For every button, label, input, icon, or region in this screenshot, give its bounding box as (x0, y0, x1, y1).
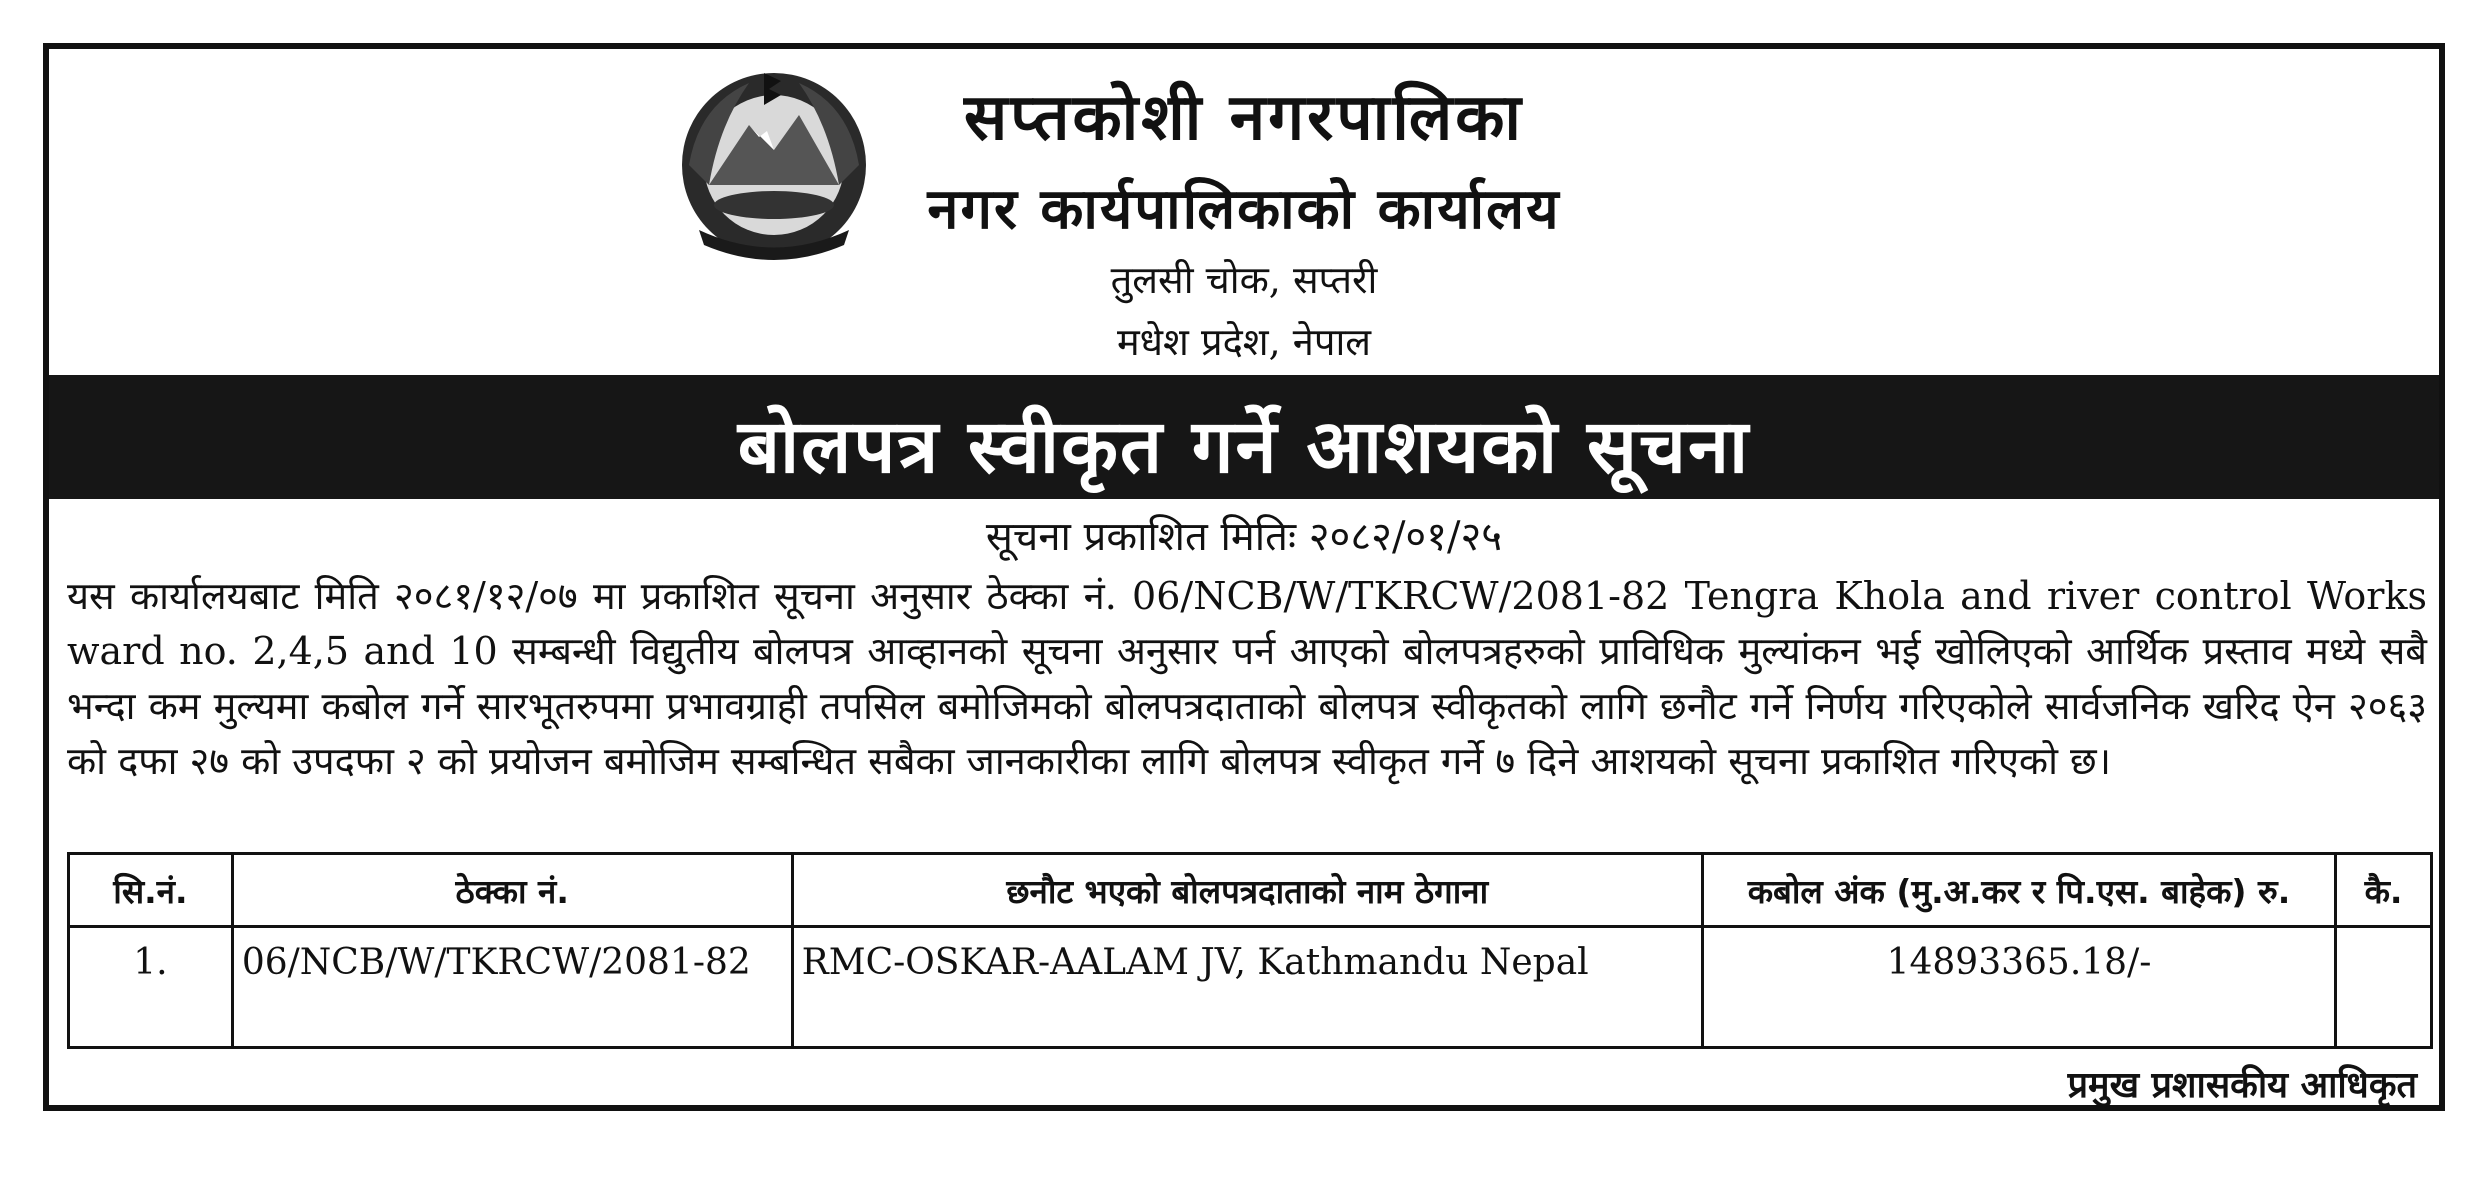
publish-date: सूचना प्रकाशित मितिः २०८२/०१/२५ (985, 514, 1503, 560)
header-bidder: छनौट भएको बोलपत्रदाताको नाम ठेगाना (792, 854, 1702, 927)
office-name: नगर कार्यपालिकाको कार्यालय (927, 176, 1561, 242)
notice-frame (43, 43, 2445, 1111)
cell-bidder: RMC-OSKAR-AALAM JV, Kathmandu Nepal (792, 927, 1702, 1048)
table-header-row (69, 854, 2432, 927)
award-table (67, 852, 2433, 1049)
header-contract: ठेक्का नं. (232, 854, 792, 927)
signatory-title: प्रमुख प्रशासकीय आधिकृत (2067, 1065, 2417, 1106)
notice-title-banner (49, 375, 2439, 499)
cell-contract: 06/NCB/W/TKRCW/2081-82 (232, 927, 792, 1048)
header-remarks: कै. (2336, 854, 2432, 927)
notice-title: बोलपत्र स्वीकृत गर्ने आशयको सूचना (737, 404, 1751, 490)
table-row (69, 927, 2432, 1048)
cell-remarks (2336, 927, 2432, 1048)
header-amount: कबोल अंक (मु.अ.कर र पि.एस. बाहेक) रु. (1702, 854, 2335, 927)
header-sn: सि.नं. (69, 854, 233, 927)
office-province: मधेश प्रदेश, नेपाल (1116, 320, 1372, 364)
cell-sn: 1. (69, 927, 233, 1048)
organization-name: सप्तकोशी नगरपालिका (964, 80, 1524, 155)
cell-amount: 14893365.18/- (1702, 927, 2335, 1048)
office-address: तुलसी चोक, सप्तरी (1110, 258, 1378, 302)
notice-body: यस कार्यालयबाट मिति २०८१/१२/०७ मा प्रकाशित सूचना अनुसार ठेक्का नं. 06/NCB/W/TKRCW/2081-82 Tengra Khola and river control Works ward no. 2,4,5 and 10 सम्बन्धी विद्युतीय बोलपत्र आव्हानको सूचना अनुसार पर्न आएको बोलपत्रहरुको प्राविधिक मुल्यांकन भई खोलिएको आर्थिक प्रस्ताव मध्ये सबै भन्दा कम मुल्यमा कबोल गर्ने सारभूतरुपमा प्रभावग्राही तपसिल बमोजिमको बोलपत्रदाताको बोलपत्र स्वीकृतको लागि छनौट गर्ने निर्णय गरिएकोले सार्वजनिक खरिद ऐन २०६३ को दफा २७ को उपदफा २ को प्रयोजन बमोजिम सम्बन्धित सबैका जानकारीका लागि बोलपत्र स्वीकृत गर्ने ७ दिने आशयको सूचना प्रकाशित गरिएको छ। (67, 574, 2427, 783)
